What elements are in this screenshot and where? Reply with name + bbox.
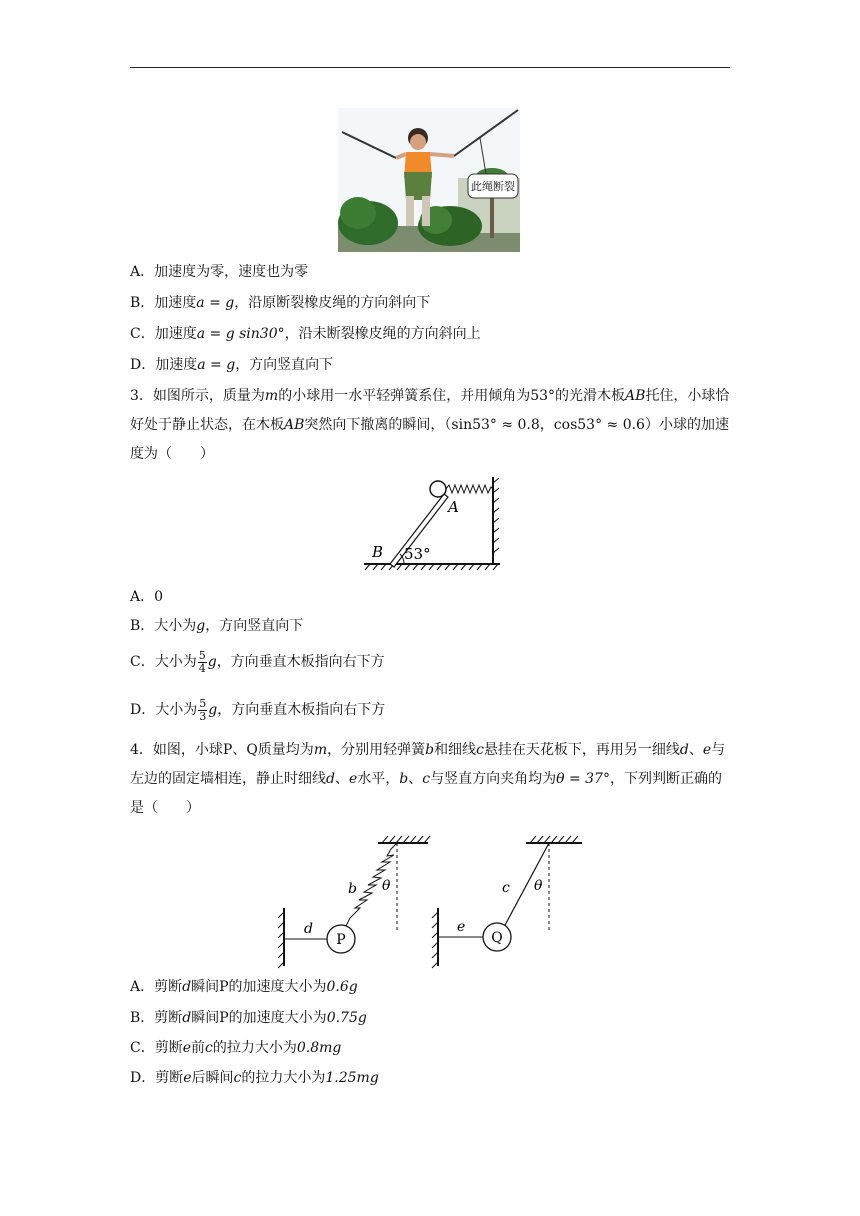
ball-p-label: P xyxy=(336,932,346,948)
header-rule xyxy=(130,67,730,68)
ball-q-label: Q xyxy=(491,930,503,946)
angle-label: 53° xyxy=(404,545,431,563)
bungee-photo xyxy=(338,108,520,252)
q3-option-a: A．0 xyxy=(130,589,164,605)
label-d: d xyxy=(304,921,313,937)
label-b: B xyxy=(372,543,384,561)
q2-option-c: C．加速度a = g sin30°，沿未断裂橡皮绳的方向斜向上 xyxy=(130,326,481,342)
q4-option-a: A．剪断d瞬间P的加速度大小为0.6g xyxy=(130,979,358,995)
q3-option-b: B．大小为g，方向竖直向下 xyxy=(130,618,304,634)
q4-figure xyxy=(278,830,588,970)
formula: a = g sin30° xyxy=(196,326,285,342)
q3-stem: 3．如图所示，质量为m的小球用一水平轻弹簧系住，并用倾角为53°的光滑木板AB托住，小球恰好处于静止状态，在木板AB突然向下撤离的瞬间，（sin53° ≈ 0.8，cos53° ≈ 0.6）小球的加速度为（ ） xyxy=(130,388,730,462)
q4-option-d: D．剪断e后瞬间c的拉力大小为1.25mg xyxy=(130,1070,379,1086)
q2-option-d: D．加速度a = g，方向竖直向下 xyxy=(130,357,334,373)
theta-q: θ xyxy=(534,878,543,894)
q4-option-b: B．剪断d瞬间P的加速度大小为0.75g xyxy=(130,1010,367,1026)
q4-stem: 4．如图，小球P、Q质量均为m，分别用轻弹簧b和细线c悬挂在天花板下，再用另一细线d、e与左边的固定墙相连，静止时细线d、e水平，b、c与竖直方向夹角均为θ = 37°，下列判断正确的是（ ） xyxy=(130,742,726,816)
label-e: e xyxy=(457,919,466,935)
q4-option-c: C．剪断e前c的拉力大小为0.8mg xyxy=(130,1040,342,1056)
q3-option-c: C．大小为 $\frac{5}{4}$ g，方向垂直木板指向右下方 xyxy=(130,648,385,675)
theta-p: θ xyxy=(382,878,391,894)
q2-option-b: B．加速度a = g，沿原断裂橡皮绳的方向斜向下 xyxy=(130,295,431,311)
label-a: A xyxy=(448,498,459,516)
q3-incline-figure xyxy=(360,473,505,573)
formula: a = g xyxy=(197,357,236,373)
fraction: $\frac{5}{4}$ xyxy=(198,648,206,675)
fraction: $\frac{5}{3}$ xyxy=(199,696,207,723)
q2-option-a: A．加速度为零，速度也为零 xyxy=(130,264,309,280)
photo-callout-label: 此绳断裂 xyxy=(471,180,515,193)
q3-option-d: D．大小为 $\frac{5}{3}$ g，方向垂直木板指向右下方 xyxy=(130,696,386,723)
formula: a = g xyxy=(196,295,235,311)
label-b: b xyxy=(348,881,357,897)
label-c: c xyxy=(502,880,510,896)
